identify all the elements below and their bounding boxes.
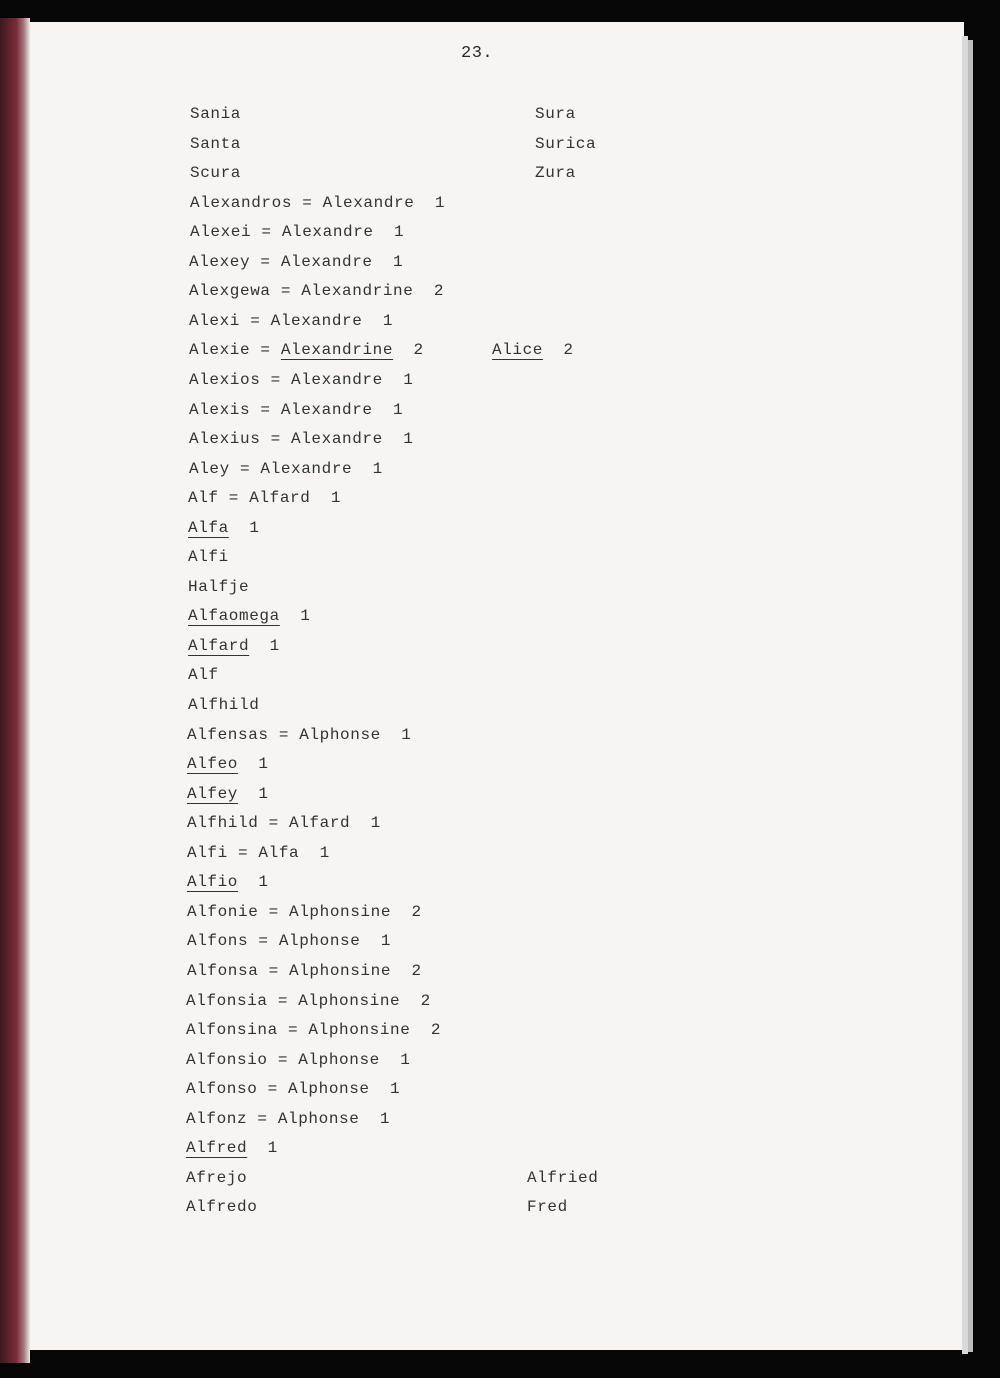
left-entry bbox=[186, 1137, 278, 1159]
entry-rest: 2 bbox=[543, 341, 574, 360]
left-entry bbox=[187, 930, 391, 952]
left-entry bbox=[189, 280, 444, 302]
entry-name: Alfonz bbox=[186, 1109, 248, 1128]
entry-rest: = Alexandre 1 bbox=[250, 400, 404, 419]
left-entry bbox=[190, 192, 445, 214]
entry-rest: 1 bbox=[249, 636, 280, 655]
entry-name: Alfhild bbox=[187, 814, 259, 833]
entry-name: Alf bbox=[188, 489, 219, 508]
left-entry bbox=[188, 517, 259, 539]
entry-rest: = Alphonsine 2 bbox=[277, 1021, 442, 1040]
left-entry bbox=[188, 664, 219, 686]
entry-count: 2 bbox=[393, 341, 424, 360]
left-entry bbox=[188, 694, 259, 716]
right-entry bbox=[527, 1196, 568, 1218]
left-entry bbox=[186, 1049, 410, 1071]
right-entry bbox=[527, 1167, 598, 1189]
entry-rest: = Alexandrine 2 bbox=[270, 282, 445, 301]
entry-name: Alf bbox=[188, 666, 219, 685]
entry-name: Zura bbox=[535, 164, 576, 183]
entry-name: Alfi bbox=[187, 843, 228, 862]
entry-name: Alexius bbox=[189, 430, 261, 449]
document-page bbox=[30, 22, 964, 1350]
entry-name: Alfensas bbox=[187, 725, 269, 744]
entry-name: Surica bbox=[535, 134, 597, 153]
entry-name: Halfje bbox=[188, 577, 250, 596]
entry-name: Alexios bbox=[189, 370, 261, 389]
entry-rest: = Alphonse 1 bbox=[247, 1109, 391, 1128]
left-entry bbox=[186, 1196, 257, 1218]
left-entry bbox=[189, 399, 403, 421]
left-entry bbox=[189, 369, 413, 391]
entry-name: Alexei bbox=[190, 223, 252, 242]
entry-name: Alice bbox=[492, 341, 544, 360]
entry-rest: = Alexandre 1 bbox=[251, 223, 405, 242]
left-entry bbox=[186, 1108, 390, 1130]
entry-underlined-reference: Alexandrine bbox=[280, 341, 394, 360]
left-entry bbox=[190, 162, 241, 184]
left-entry bbox=[188, 605, 310, 627]
entry-rest: 1 bbox=[238, 873, 269, 892]
page-number: 23. bbox=[461, 44, 494, 63]
entry-name: Alfonsa bbox=[187, 961, 259, 980]
left-entry bbox=[189, 310, 393, 332]
entry-name: Alfa bbox=[188, 518, 229, 537]
entry-name: Sania bbox=[190, 105, 242, 123]
entry-name: Alfey bbox=[187, 784, 239, 803]
entry-rest: = Alphonse 1 bbox=[257, 1080, 401, 1099]
left-entry bbox=[188, 487, 341, 509]
entry-name: Alexis bbox=[189, 400, 251, 419]
right-entry bbox=[535, 162, 576, 184]
left-entry bbox=[188, 635, 280, 657]
left-entry bbox=[189, 251, 403, 273]
entry-rest: = Alexandre 1 bbox=[229, 459, 383, 478]
entry-name: Alfred bbox=[186, 1139, 248, 1158]
entry-rest: = Alphonsine 2 bbox=[258, 961, 422, 980]
left-entry bbox=[186, 990, 431, 1012]
left-entry bbox=[187, 724, 411, 746]
entry-rest: = Alfard 1 bbox=[218, 489, 342, 508]
left-entry bbox=[187, 812, 381, 834]
left-entry bbox=[186, 1167, 247, 1189]
left-entry bbox=[188, 546, 229, 568]
entry-name: Afrejo bbox=[186, 1168, 248, 1187]
left-entry bbox=[189, 339, 424, 361]
entry-rest: = Alphonsine 2 bbox=[258, 902, 422, 921]
entry-rest: = Alexandre 1 bbox=[250, 252, 404, 271]
left-entry bbox=[187, 753, 269, 775]
entry-rest: 1 bbox=[238, 755, 269, 774]
entry-name: Alexgewa bbox=[189, 282, 271, 301]
left-entry bbox=[186, 1078, 400, 1100]
left-entry bbox=[187, 783, 269, 805]
entry-name: Alfried bbox=[527, 1168, 599, 1187]
entry-rest: = Alexandre 1 bbox=[260, 370, 414, 389]
entry-name: Alfard bbox=[188, 636, 250, 655]
right-entry bbox=[492, 339, 574, 361]
left-entry bbox=[190, 103, 241, 125]
left-entry bbox=[189, 458, 383, 480]
entry-rest: = Alexandre 1 bbox=[260, 430, 414, 449]
entry-rest: 1 bbox=[247, 1139, 278, 1158]
right-entry bbox=[535, 133, 596, 155]
entry-name: Alfonsia bbox=[186, 991, 268, 1010]
entry-name: Alfredo bbox=[186, 1198, 258, 1217]
entry-rest: 1 bbox=[238, 784, 269, 803]
entry-rest: = Alphonsine 2 bbox=[267, 991, 431, 1010]
left-entry bbox=[187, 960, 422, 982]
entry-name: Alfonso bbox=[186, 1080, 258, 1099]
entry-rest: = Alfa 1 bbox=[227, 843, 330, 862]
entry-name: Alexey bbox=[189, 252, 251, 271]
left-entry bbox=[188, 576, 249, 598]
entry-name: Alexi bbox=[189, 311, 241, 330]
entry-rest: = Alphonse 1 bbox=[268, 725, 412, 744]
right-entry bbox=[535, 103, 576, 125]
entry-name: Aley bbox=[189, 459, 230, 478]
left-entry bbox=[187, 871, 269, 893]
entry-rest: = Alexandre 1 bbox=[292, 193, 446, 212]
entry-name: Santa bbox=[190, 134, 242, 153]
entry-name: Alfons bbox=[187, 932, 249, 951]
left-entry bbox=[186, 1019, 441, 1041]
entry-name: Alfhild bbox=[188, 696, 260, 714]
left-entry bbox=[187, 901, 422, 923]
entry-name: Alexandros bbox=[190, 193, 293, 212]
entry-name: Alfonie bbox=[187, 902, 259, 921]
left-entry bbox=[187, 842, 330, 864]
entry-rest: = Alphonse 1 bbox=[248, 932, 392, 951]
entry-name: Alfeo bbox=[187, 755, 239, 774]
entry-name: Fred bbox=[527, 1198, 568, 1217]
entry-name: Alfaomega bbox=[188, 607, 280, 626]
entry-rest: = Alexandre 1 bbox=[240, 311, 394, 330]
book-binding bbox=[0, 18, 30, 1363]
entry-name: Alfonsio bbox=[186, 1050, 268, 1069]
entry-name: Alfonsina bbox=[186, 1021, 278, 1040]
entry-name: Alfi bbox=[188, 548, 229, 567]
entry-rest: 1 bbox=[228, 518, 260, 537]
left-entry bbox=[190, 133, 241, 155]
entry-rest: = Alphonse 1 bbox=[267, 1050, 411, 1069]
entry-rest: = Alfard 1 bbox=[258, 814, 381, 833]
left-entry bbox=[189, 428, 413, 450]
entry-rest: 1 bbox=[279, 607, 311, 626]
entry-name: Alexie = bbox=[189, 341, 281, 360]
entry-name: Scura bbox=[190, 164, 242, 183]
page-edge-back bbox=[968, 40, 973, 1352]
entry-name: Sura bbox=[535, 105, 576, 123]
entry-name: Alfio bbox=[187, 873, 239, 892]
left-entry bbox=[190, 221, 404, 243]
